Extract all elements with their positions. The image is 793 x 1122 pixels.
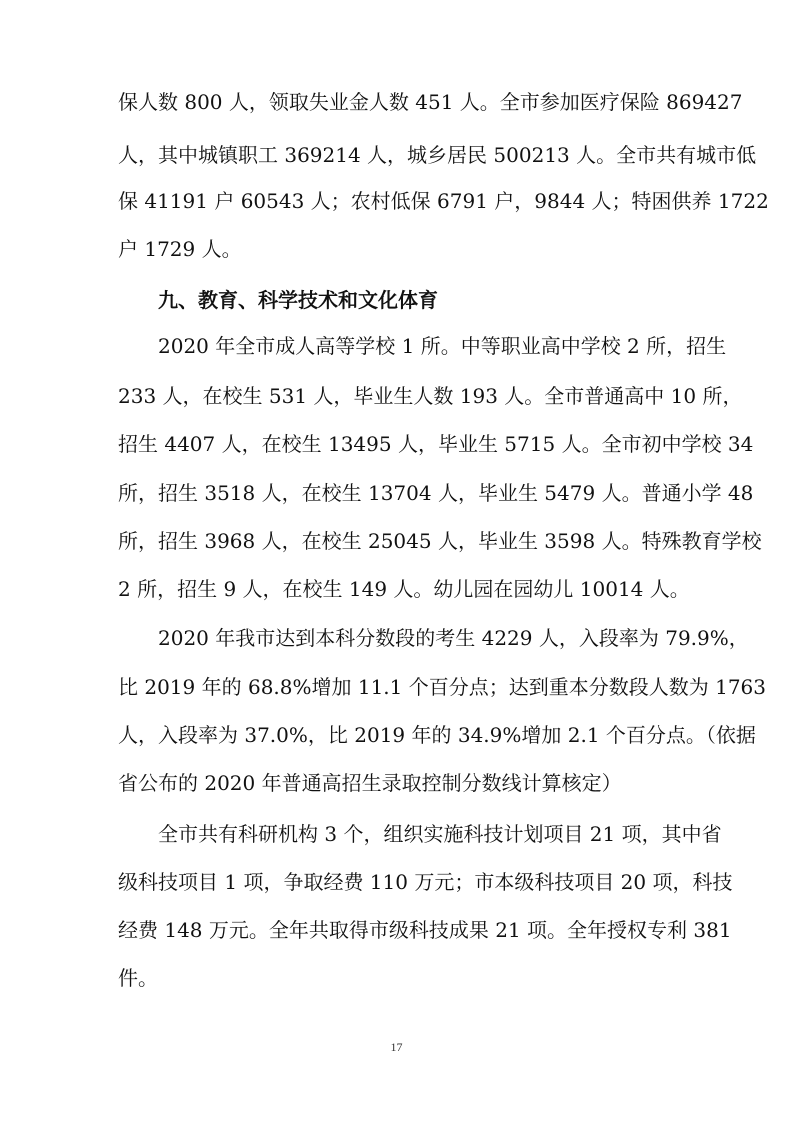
paragraph-line: 保人数 800 人，领取失业金人数 451 人。全市参加医疗保险 869427 <box>118 90 743 114</box>
paragraph-line: 人，入段率为 37.0%，比 2019 年的 34.9%增加 2.1 个百分点。（依据 <box>118 723 756 747</box>
paragraph-line: 所，招生 3968 人，在校生 25045 人，毕业生 3598 人。特殊教育学校 <box>118 529 762 553</box>
paragraph-line: 件。 <box>118 966 158 990</box>
paragraph-line: 级科技项目 1 项，争取经费 110 万元；市本级科技项目 20 项，科技 <box>118 870 733 894</box>
paragraph-line: 2020 年全市成人高等学校 1 所。中等职业高中学校 2 所，招生 <box>158 334 727 358</box>
paragraph-line: 保 41191 户 60543 人；农村低保 6791 户，9844 人；特困供养 1722 <box>118 189 769 213</box>
paragraph-line: 比 2019 年的 68.8%增加 11.1 个百分点；达到重本分数段人数为 1763 <box>118 675 767 699</box>
page-number: 17 <box>390 1040 403 1054</box>
paragraph-line: 人，其中城镇职工 369214 人，城乡居民 500213 人。全市共有城市低 <box>118 143 757 167</box>
paragraph-line: 经费 148 万元。全年共取得市级科技成果 21 项。全年授权专利 381 <box>118 918 732 942</box>
paragraph-line: 2020 年我市达到本科分数段的考生 4229 人，入段率为 79.9%， <box>158 626 749 650</box>
paragraph-line: 233 人，在校生 531 人，毕业生人数 193 人。全市普通高中 10 所， <box>118 384 743 408</box>
paragraph-line: 招生 4407 人，在校生 13495 人，毕业生 5715 人。全市初中学校 34 <box>118 432 754 456</box>
paragraph-line: 所，招生 3518 人，在校生 13704 人，毕业生 5479 人。普通小学 48 <box>118 481 754 505</box>
paragraph-line: 省公布的 2020 年普通高招生录取控制分数线计算核定） <box>118 771 622 795</box>
section-heading: 九、教育、科学技术和文化体育 <box>158 288 438 312</box>
paragraph-line: 全市共有科研机构 3 个，组织实施科技计划项目 21 项，其中省 <box>158 822 722 846</box>
paragraph-line: 户 1729 人。 <box>118 237 242 261</box>
paragraph-line: 2 所，招生 9 人，在校生 149 人。幼儿园在园幼儿 10014 人。 <box>118 577 690 601</box>
